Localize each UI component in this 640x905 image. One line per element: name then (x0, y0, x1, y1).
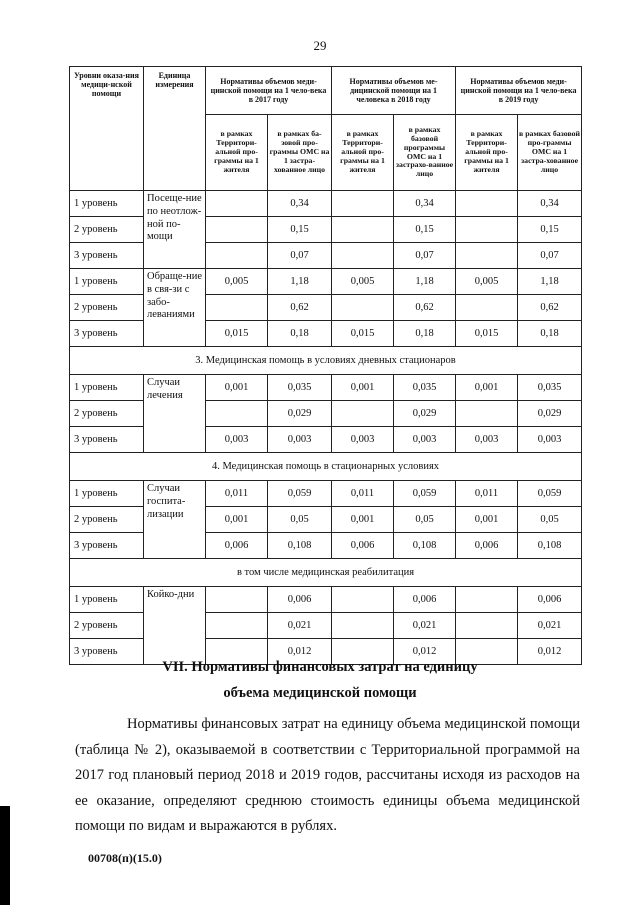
value-cell: 0,015 (332, 321, 394, 347)
value-cell (206, 401, 268, 427)
value-cell: 0,34 (394, 191, 456, 217)
value-cell: 0,021 (268, 613, 332, 639)
value-cell: 0,003 (268, 427, 332, 453)
value-cell: 0,34 (518, 191, 582, 217)
value-cell: 0,108 (268, 533, 332, 559)
value-cell: 0,003 (332, 427, 394, 453)
value-cell: 0,15 (268, 217, 332, 243)
value-cell: 0,001 (456, 375, 518, 401)
value-cell: 0,011 (456, 481, 518, 507)
subheader-cell: в рамках базовой про-граммы ОМС на 1 застра-хованное лицо (518, 115, 582, 191)
unit-cell: Посеще-ние по неотлож-ной по-мощи (144, 191, 206, 269)
section-title: в том числе медицинская реабилитация (70, 559, 582, 587)
value-cell (332, 295, 394, 321)
value-cell (206, 587, 268, 613)
table-row (70, 481, 582, 507)
value-cell (456, 587, 518, 613)
value-cell: 0,021 (394, 613, 456, 639)
unit-cell: Случаи лечения (144, 375, 206, 453)
level-cell: 2 уровень (70, 613, 144, 639)
value-cell: 0,011 (332, 481, 394, 507)
value-cell: 0,15 (518, 217, 582, 243)
value-cell: 0,012 (518, 639, 582, 665)
unit-cell: Обраще-ние в свя-зи с забо-леваниями (144, 269, 206, 347)
value-cell: 0,62 (268, 295, 332, 321)
value-cell: 0,001 (332, 507, 394, 533)
value-cell: 0,059 (268, 481, 332, 507)
value-cell (332, 613, 394, 639)
value-cell: 0,029 (394, 401, 456, 427)
value-cell: 0,011 (206, 481, 268, 507)
value-cell: 0,62 (394, 295, 456, 321)
value-cell: 0,07 (268, 243, 332, 269)
level-cell: 3 уровень (70, 427, 144, 453)
value-cell: 0,18 (394, 321, 456, 347)
value-cell: 0,006 (518, 587, 582, 613)
section-title: 4. Медицинская помощь в стационарных условиях (70, 453, 582, 481)
value-cell: 0,006 (332, 533, 394, 559)
value-cell: 0,07 (394, 243, 456, 269)
value-cell: 0,021 (518, 613, 582, 639)
level-cell: 1 уровень (70, 191, 144, 217)
value-cell: 0,015 (456, 321, 518, 347)
level-cell: 3 уровень (70, 321, 144, 347)
value-cell (206, 217, 268, 243)
scan-margin-mark (0, 806, 10, 905)
header-levels: Уровни оказа-ния медици-нской помощи (70, 67, 144, 191)
subheader-cell: в рамках ба-зовой про-граммы ОМС на 1 застра-хованное лицо (268, 115, 332, 191)
level-cell: 3 уровень (70, 639, 144, 665)
header-2017: Нормативы объемов меди-цинской помощи на 1 чело-века в 2017 году (206, 67, 332, 115)
section-row (70, 453, 582, 481)
value-cell: 0,006 (268, 587, 332, 613)
header-2018: Нормативы объемов ме-дицинской помощи на 1 человека в 2018 году (332, 67, 456, 115)
value-cell (456, 295, 518, 321)
norms-table (69, 66, 582, 665)
value-cell (332, 217, 394, 243)
value-cell: 0,006 (456, 533, 518, 559)
level-cell: 1 уровень (70, 269, 144, 295)
value-cell: 0,012 (268, 639, 332, 665)
value-cell (206, 243, 268, 269)
value-cell (206, 613, 268, 639)
header-2019: Нормативы объемов меди-цинской помощи на 1 чело-века в 2019 году (456, 67, 582, 115)
value-cell: 0,035 (268, 375, 332, 401)
subheader-cell: в рамках базовой программы ОМС на 1 застрахо-ванное лицо (394, 115, 456, 191)
section-heading-line2: объема медицинской помощи (223, 685, 417, 701)
value-cell: 1,18 (518, 269, 582, 295)
value-cell: 0,001 (206, 375, 268, 401)
value-cell (456, 401, 518, 427)
level-cell: 2 уровень (70, 217, 144, 243)
value-cell: 0,015 (206, 321, 268, 347)
value-cell (456, 217, 518, 243)
table-row (70, 269, 582, 295)
value-cell: 0,34 (268, 191, 332, 217)
value-cell: 0,001 (332, 375, 394, 401)
value-cell: 0,059 (394, 481, 456, 507)
value-cell: 0,003 (394, 427, 456, 453)
value-cell: 0,003 (518, 427, 582, 453)
value-cell: 0,005 (206, 269, 268, 295)
value-cell: 0,005 (332, 269, 394, 295)
value-cell: 0,001 (206, 507, 268, 533)
value-cell: 0,035 (518, 375, 582, 401)
value-cell: 0,006 (394, 587, 456, 613)
value-cell: 0,05 (518, 507, 582, 533)
level-cell: 2 уровень (70, 401, 144, 427)
section-heading-line1: VII. Нормативы финансовых затрат на единицу (162, 659, 478, 675)
value-cell: 0,108 (394, 533, 456, 559)
page-number: 29 (313, 38, 327, 53)
value-cell: 0,15 (394, 217, 456, 243)
section-row (70, 347, 582, 375)
value-cell: 0,05 (394, 507, 456, 533)
value-cell: 0,029 (518, 401, 582, 427)
level-cell: 3 уровень (70, 243, 144, 269)
value-cell: 0,012 (394, 639, 456, 665)
value-cell: 1,18 (268, 269, 332, 295)
value-cell (332, 587, 394, 613)
value-cell: 0,035 (394, 375, 456, 401)
value-cell: 0,62 (518, 295, 582, 321)
level-cell: 1 уровень (70, 587, 144, 613)
level-cell: 3 уровень (70, 533, 144, 559)
level-cell: 2 уровень (70, 507, 144, 533)
body-paragraph: Нормативы финансовых затрат на единицу объема медицинской помощи (таблица № 2), оказываемой в соответствии с Территориальной программой на 2017 год плановый период 2018 и 2019 годов, рассчитаны исходя из расходов на ее оказание, определяют среднюю стоимость единицы объема медицинской помощи по видам и выражаются в рублях. (75, 716, 580, 835)
subheader-cell: в рамках Территори-альной про-граммы на 1 жителя (332, 115, 394, 191)
value-cell: 0,059 (518, 481, 582, 507)
level-cell: 2 уровень (70, 295, 144, 321)
header-unit: Единица измерения (144, 67, 206, 191)
value-cell (456, 243, 518, 269)
value-cell (456, 613, 518, 639)
value-cell (332, 401, 394, 427)
value-cell (456, 191, 518, 217)
subheader-cell: в рамках Территори-альной про-граммы на 1 жителя (456, 115, 518, 191)
unit-cell: Койко-дни (144, 587, 206, 665)
table-row (70, 191, 582, 217)
value-cell: 0,006 (206, 533, 268, 559)
value-cell: 0,003 (206, 427, 268, 453)
value-cell (206, 295, 268, 321)
table-row (70, 587, 582, 613)
value-cell: 1,18 (394, 269, 456, 295)
value-cell: 0,07 (518, 243, 582, 269)
value-cell: 0,005 (456, 269, 518, 295)
value-cell (332, 191, 394, 217)
level-cell: 1 уровень (70, 375, 144, 401)
value-cell: 0,05 (268, 507, 332, 533)
value-cell: 0,18 (268, 321, 332, 347)
value-cell: 0,108 (518, 533, 582, 559)
document-code: 00708(п)(15.0) (88, 851, 162, 865)
value-cell: 0,001 (456, 507, 518, 533)
table-row (70, 375, 582, 401)
subheader-cell: в рамках Территори-альной про-граммы на 1 жителя (206, 115, 268, 191)
section-row (70, 559, 582, 587)
value-cell: 0,003 (456, 427, 518, 453)
value-cell (206, 191, 268, 217)
value-cell (332, 243, 394, 269)
section-title: 3. Медицинская помощь в условиях дневных стационаров (70, 347, 582, 375)
value-cell: 0,029 (268, 401, 332, 427)
level-cell: 1 уровень (70, 481, 144, 507)
value-cell: 0,18 (518, 321, 582, 347)
unit-cell: Случаи госпита-лизации (144, 481, 206, 559)
